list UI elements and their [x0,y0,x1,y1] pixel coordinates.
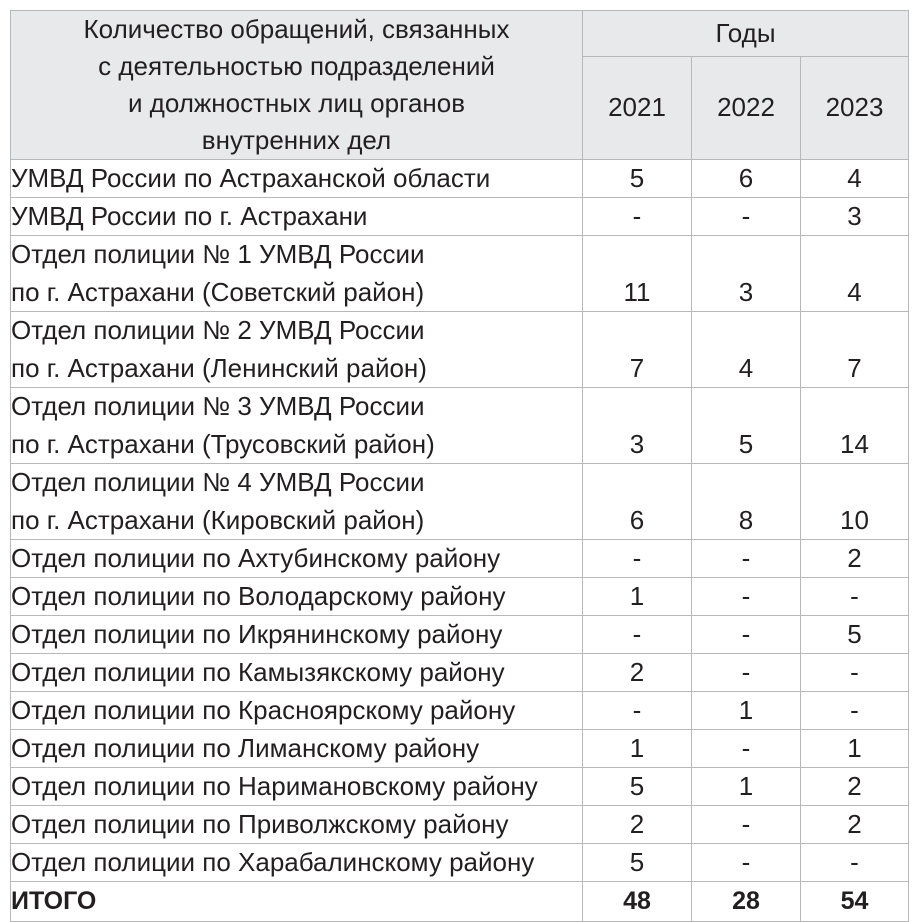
value-cell-2023: 2 [801,768,909,806]
value-cell-2021: 7 [583,312,692,388]
table-row [11,198,909,236]
unit-name-cell [11,616,583,654]
year-header-2021: 2021 [583,56,692,159]
total-value-2021: 48 [583,882,692,922]
unit-name-line: Отдел полиции по Ахтубинскому району [11,543,501,573]
table-row [11,768,909,806]
unit-name-line: по г. Астрахани (Трусовский район) [11,428,435,459]
total-row [11,882,909,922]
table-row [11,616,909,654]
value-cell-2021: 1 [583,578,692,616]
value-cell-2023: - [801,844,909,882]
unit-name-cell [11,654,583,692]
value-cell-2022: - [692,198,801,236]
unit-name-line: Отдел полиции по Красноярскому району [11,695,516,725]
unit-name-cell [11,806,583,844]
unit-name-cell [11,730,583,768]
value-cell-2022: 6 [692,160,801,198]
years-header: Годы [583,11,909,57]
total-label: ИТОГО [11,882,583,922]
unit-name-line: по г. Астрахани (Советский район) [11,276,425,307]
value-cell-2021: 5 [583,768,692,806]
value-cell-2022: - [692,654,801,692]
table-row [11,388,909,464]
unit-name-cell [11,160,583,198]
unit-name-cell [11,198,583,236]
value-cell-2022: 1 [692,768,801,806]
value-cell-2022: - [692,730,801,768]
value-cell-2023: 2 [801,806,909,844]
unit-name-cell [11,464,583,540]
table-row [11,236,909,312]
unit-name-cell [11,844,583,882]
value-cell-2023: 1 [801,730,909,768]
table-row [11,806,909,844]
unit-name-line: Отдел полиции № 4 УМВД России [11,467,425,497]
unit-name-cell [11,578,583,616]
value-cell-2023: 5 [801,616,909,654]
table-row [11,730,909,768]
table-row [11,312,909,388]
unit-name-cell [11,540,583,578]
unit-name-line: УМВД России по г. Астрахани [11,201,368,231]
value-cell-2023: 2 [801,540,909,578]
value-cell-2021: 11 [583,236,692,312]
value-cell-2023: 14 [801,388,909,464]
value-cell-2022: 5 [692,388,801,464]
table-row [11,540,909,578]
unit-name-line: по г. Астрахани (Ленинский район) [11,352,427,383]
row-label-line: и должностных лиц органов [127,88,466,118]
value-cell-2021: 2 [583,654,692,692]
value-cell-2023: - [801,654,909,692]
unit-name-cell [11,312,583,388]
unit-name-cell [11,768,583,806]
total-value-2022: 28 [692,882,801,922]
value-cell-2021: 5 [583,844,692,882]
row-label-line: с деятельностью подразделений [98,51,495,81]
row-label-header [11,11,583,160]
unit-name-line: Отдел полиции по Приволжскому району [11,809,509,839]
value-cell-2022: - [692,578,801,616]
table-row [11,654,909,692]
unit-name-cell [11,692,583,730]
table-row [11,578,909,616]
value-cell-2023: 10 [801,464,909,540]
unit-name-line: Отдел полиции № 2 УМВД России [11,315,425,345]
value-cell-2021: 2 [583,806,692,844]
value-cell-2023: 7 [801,312,909,388]
unit-name-cell [11,236,583,312]
value-cell-2023: - [801,578,909,616]
unit-name-line: по г. Астрахани (Кировский район) [11,504,425,535]
unit-name-line: УМВД России по Астраханской области [11,163,491,193]
unit-name-line: Отдел полиции по Харабалинскому району [11,847,535,877]
appeals-table [10,10,909,922]
value-cell-2022: 1 [692,692,801,730]
unit-name-line: Отдел полиции по Володарскому району [11,581,506,611]
year-header-2023: 2023 [801,56,909,159]
unit-name-line: Отдел полиции по Лиманскому району [11,733,480,763]
unit-name-line: Отдел полиции № 1 УМВД России [11,239,425,269]
value-cell-2022: - [692,844,801,882]
value-cell-2021: - [583,616,692,654]
value-cell-2022: 4 [692,312,801,388]
table-row [11,160,909,198]
unit-name-line: Отдел полиции № 3 УМВД России [11,391,425,421]
value-cell-2023: - [801,692,909,730]
value-cell-2023: 4 [801,236,909,312]
unit-name-line: Отдел полиции по Камызякскому району [11,657,505,687]
row-label-line: Количество обращений, связанных [83,14,510,44]
unit-name-line: Отдел полиции по Икрянинскому району [11,619,503,649]
unit-name-line: Отдел полиции по Наримановскому району [11,771,538,801]
value-cell-2021: - [583,540,692,578]
value-cell-2021: 5 [583,160,692,198]
value-cell-2021: - [583,198,692,236]
value-cell-2021: 6 [583,464,692,540]
value-cell-2022: - [692,540,801,578]
total-value-2023: 54 [801,882,909,922]
value-cell-2023: 3 [801,198,909,236]
value-cell-2022: 3 [692,236,801,312]
table-row [11,844,909,882]
table-row [11,464,909,540]
value-cell-2021: - [583,692,692,730]
row-label-line: внутренних дел [201,125,392,155]
value-cell-2022: 8 [692,464,801,540]
value-cell-2021: 3 [583,388,692,464]
value-cell-2021: 1 [583,730,692,768]
year-header-2022: 2022 [692,56,801,159]
unit-name-cell [11,388,583,464]
value-cell-2023: 4 [801,160,909,198]
value-cell-2022: - [692,616,801,654]
value-cell-2022: - [692,806,801,844]
table-row [11,692,909,730]
